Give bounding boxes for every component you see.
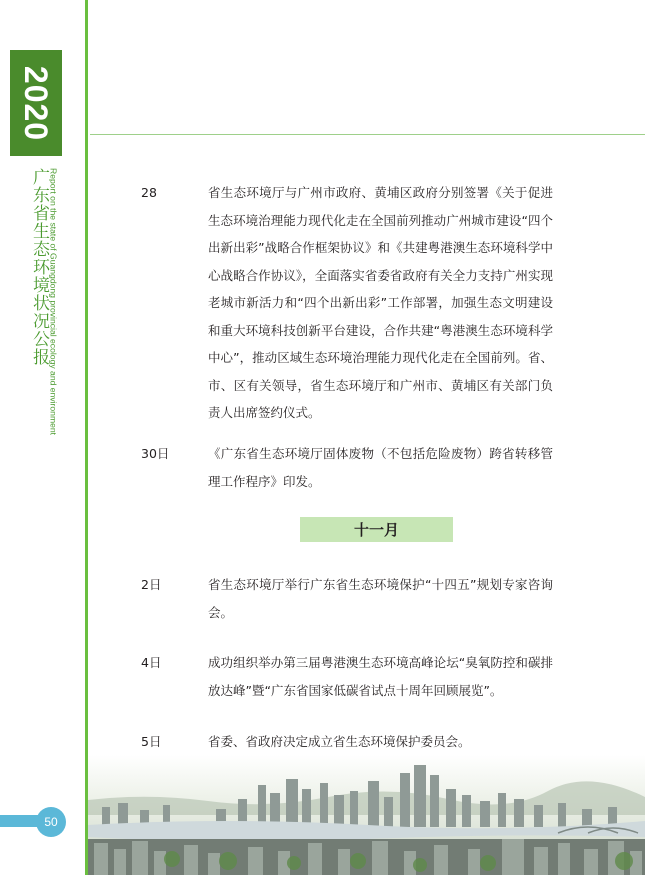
entry-date: 2日 — [141, 577, 162, 592]
entry-text: 《广东省生态环境厅固体废物（不包括危险废物）跨省转移管理工作程序》印发。 — [208, 446, 553, 489]
month-heading: 十一月 — [300, 517, 453, 542]
page-number-bar — [0, 815, 40, 827]
entry-date: 4日 — [141, 655, 162, 670]
entry-date: 28 — [141, 185, 157, 200]
entry-text: 成功组织举办第三届粤港澳生态环境高峰论坛“臭氧防控和碳排放达峰”暨“广东省国家低碳省试点十周年回顾展览”。 — [208, 655, 553, 698]
entry-text: 省生态环境厅举行广东省生态环境保护“十四五”规划专家咨询会。 — [208, 577, 553, 620]
entry-text: 省委、省政府决定成立省生态环境保护委员会。 — [208, 734, 471, 749]
header-rule — [90, 134, 645, 135]
year-label-wrap — [10, 50, 62, 156]
entry-text: 省生态环境厅与广州市政府、黄埔区政府分别签署《关于促进生态环境治理能力现代化走在全国前列推动广州城市建设“四个出新出彩”战略合作框架协议》和《共建粤港澳生态环境科学中心战略合作协议》，全面落实省委省政府有关全力支持广州实现老城市新活力和“四个出新出彩”工作部署，加强生态文明建设和重大环境科技创新平台建设，合作共建“粤港澳生态环境科学中心”，推动区域生态环境治理能力现代化走在全国前列。省、市、区有关领导，省生态环境厅和广州市、黄埔区有关部门负责人出席签约仪式。 — [208, 185, 553, 420]
city-skyline-image — [88, 755, 645, 875]
page-number: 50 — [36, 807, 66, 837]
sidebar-divider-line — [85, 0, 88, 875]
year-label: 2020 — [18, 65, 55, 141]
entry-date: 5日 — [141, 734, 162, 749]
entry-date: 30日 — [141, 446, 170, 461]
report-title-cn: 广东省生态环境状况公报 — [29, 168, 49, 366]
report-title-en: Report on the state of Guangdong provincial ecology and environment — [48, 168, 59, 436]
